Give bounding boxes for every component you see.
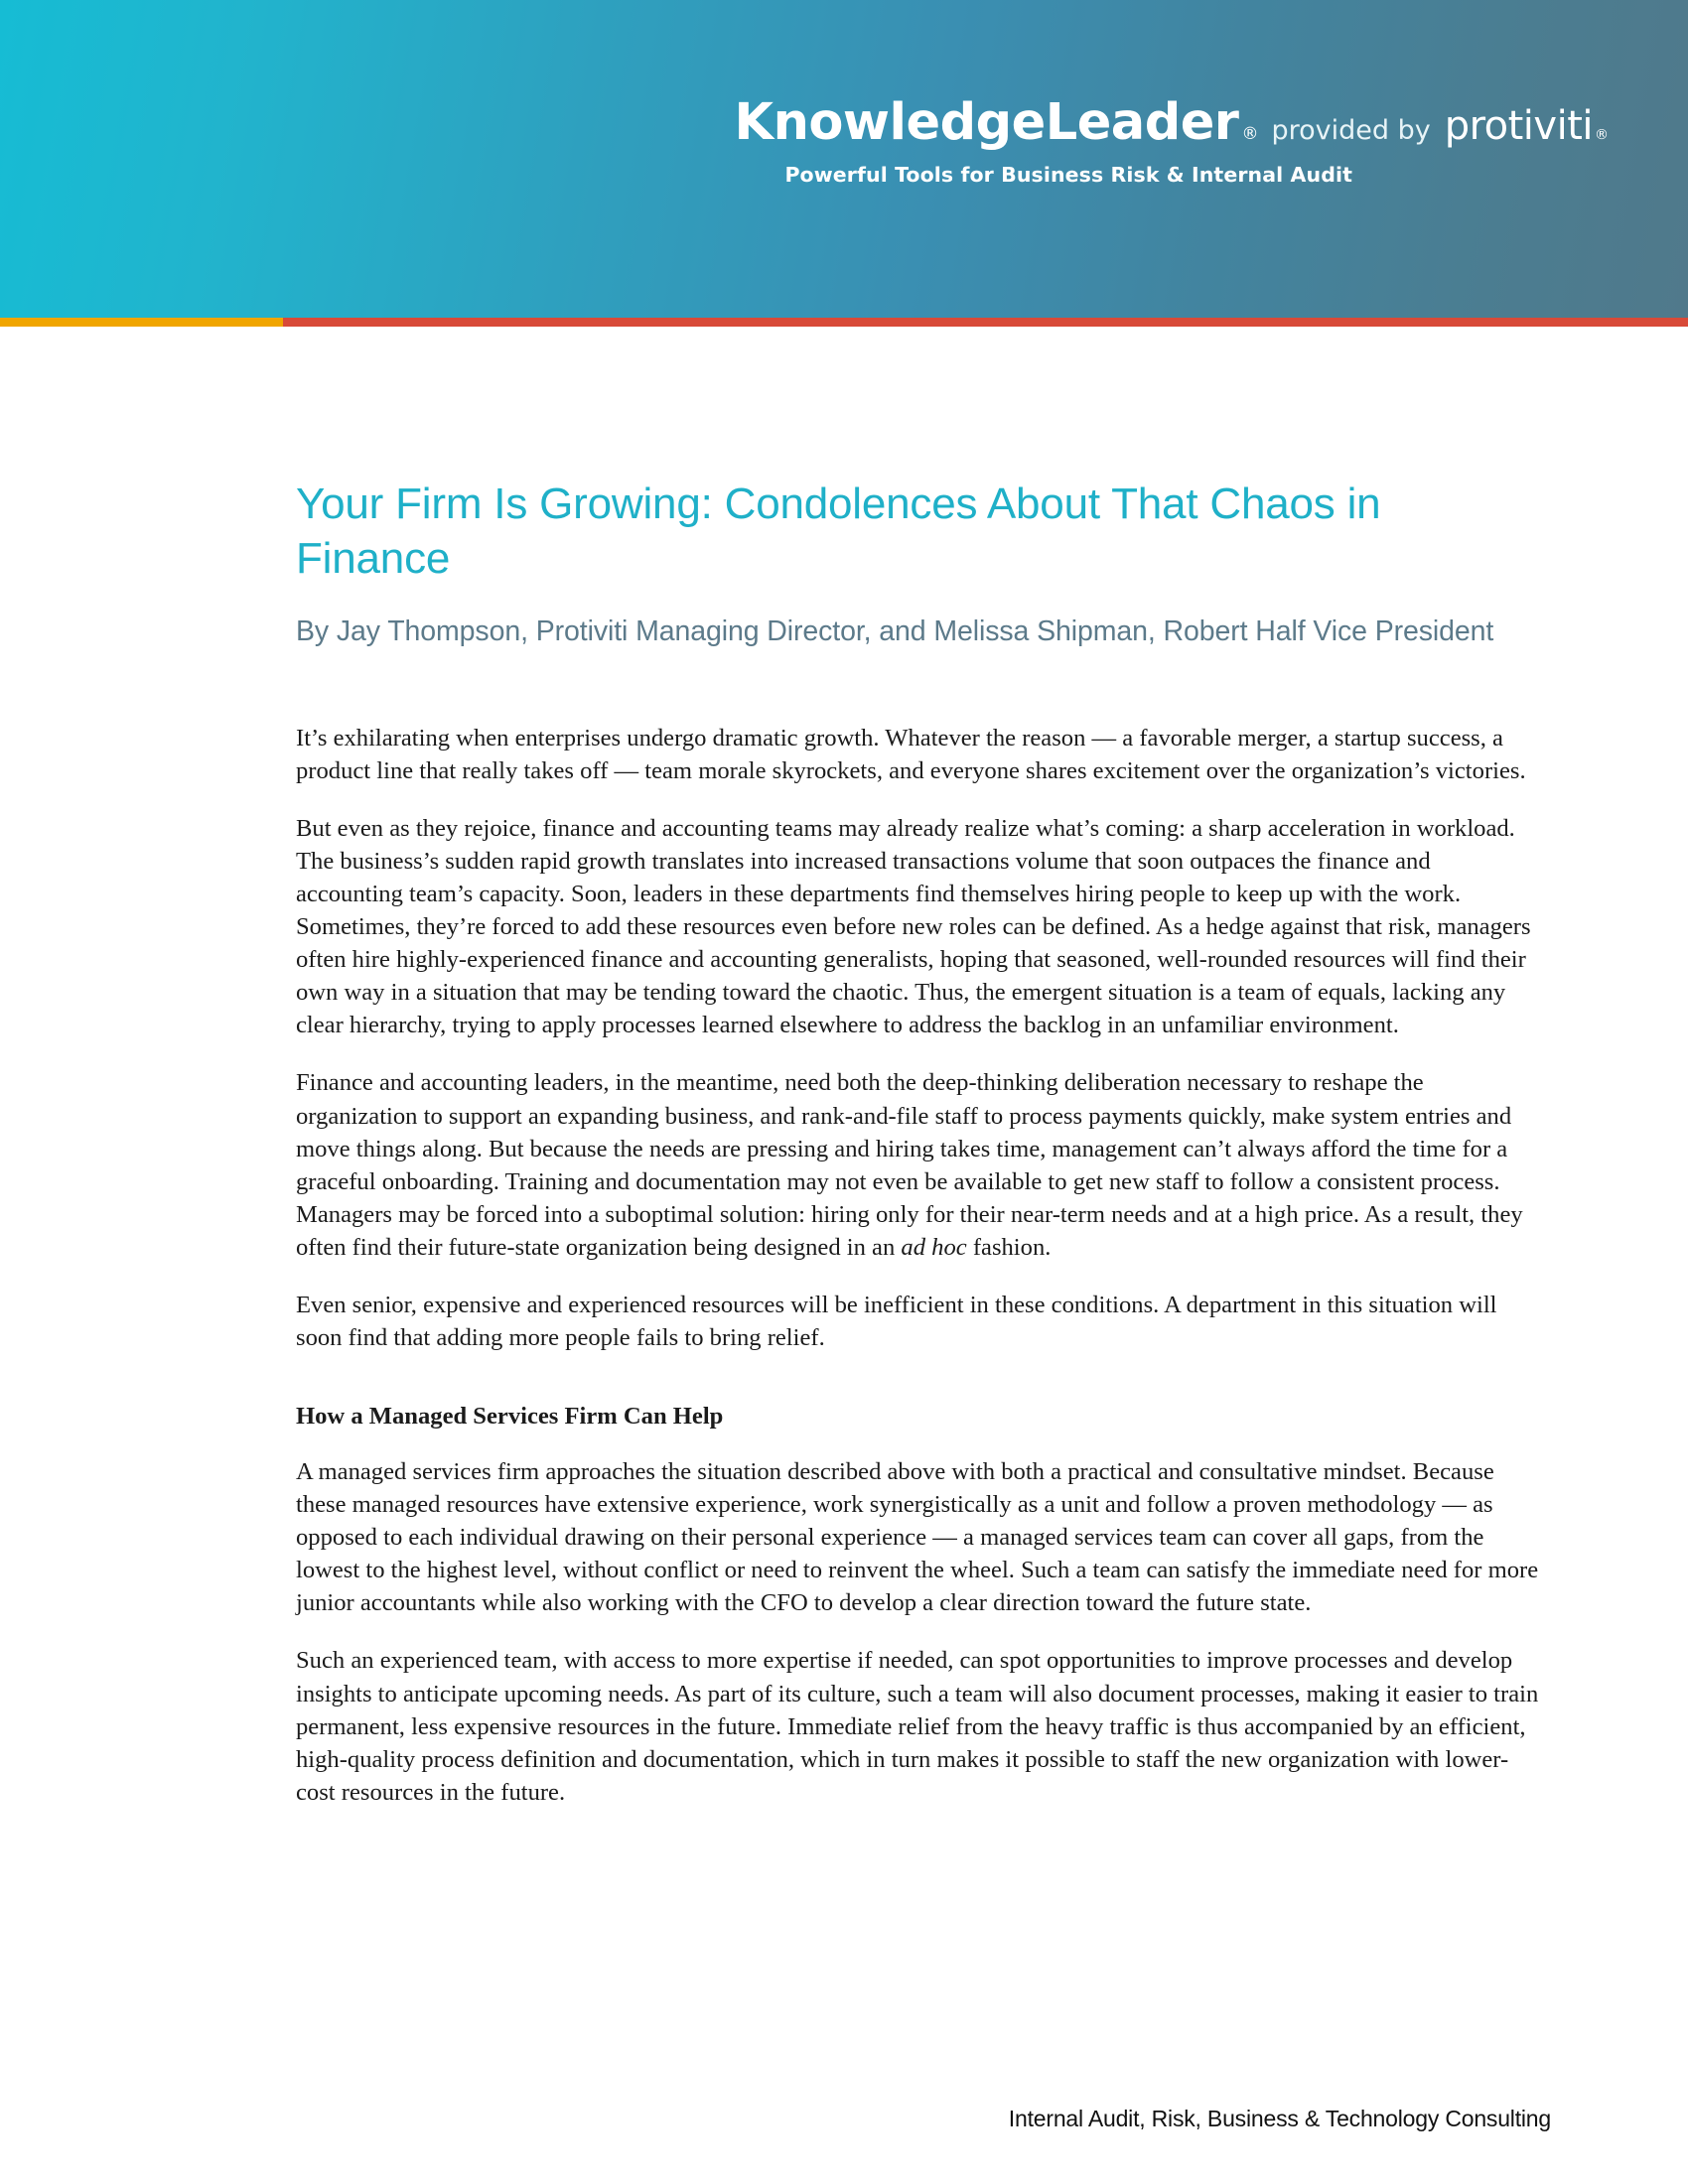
paragraph-experienced-team: Such an experienced team, with access to more expertise if needed, can spot opportunities to improve processes and develop insights to anticipate upcoming needs. As part of its culture, such a team will also document processes, making it easier to train permanent, less expensive resources in the future. Immediate relief from the heavy traffic is thus accompanied by an efficient, high-quality process definition and documentation, which in turn makes it possible to staff the new organization with lower-cost resources in the future. — [296, 1647, 1539, 1806]
registered-mark-icon: ® — [1241, 124, 1259, 144]
knowledgeleader-wordmark: KnowledgeLeader — [734, 93, 1239, 152]
brand-logo-block — [734, 93, 1609, 187]
paragraph-leaders-part2: fashion. — [966, 1233, 1052, 1261]
paragraph-leaders-italic: ad hoc — [901, 1233, 967, 1261]
paragraph-intro: It’s exhilarating when enterprises undergo dramatic growth. Whatever the reason — a favorable merger, a startup success, a product line that really takes off — team morale skyrockets, and everyone shares excitement over the organization’s victories. — [296, 724, 1526, 784]
header-rule-orange — [0, 318, 283, 327]
provided-by-label: provided by — [1271, 115, 1431, 146]
logo-row — [734, 93, 1609, 152]
paragraph-senior-resources: Even senior, expensive and experienced resources will be inefficient in these conditions. A department in this situation will soon find that adding more people fails to bring relief. — [296, 1291, 1497, 1352]
author-byline: By Jay Thompson, Protiviti Managing Director, and Melissa Shipman, Robert Half Vice President — [296, 614, 1494, 647]
footer-tagline: Internal Audit, Risk, Business & Technology Consulting — [1008, 2106, 1551, 2131]
protiviti-wordmark: protiviti — [1444, 103, 1593, 149]
section-heading-managed-services: How a Managed Services Firm Can Help — [296, 1403, 724, 1431]
paragraph-leaders-part1: Finance and accounting leaders, in the meantime, need both the deep-thinking deliberation necessary to reshape the organization to support an expanding business, and rank-and-file staff to process payments quickly, make system entries and move things along. But because the needs are pressing and hiring takes time, management can’t always afford the time for a graceful onboarding. Training and documentation may not even be available to get new staff to follow a consistent process. Managers may be forced into a suboptimal solution: hiring only for their near-term needs and at a high price. As a result, they often find their future-state organization being designed in an — [296, 1069, 1523, 1261]
brand-tagline: Powerful Tools for Business Risk & Internal Audit — [784, 163, 1352, 187]
document-body — [296, 477, 1541, 1834]
paragraph-workload: But even as they rejoice, finance and accounting teams may already realize what’s coming: a sharp acceleration in workload. The business’s sudden rapid growth translates into increased transactions volume that soon outpaces the finance and accounting team’s capacity. Soon, leaders in these departments find themselves hiring people to keep up with the work. Sometimes, they’re forced to add these resources even before new roles can be defined. As a hedge against that risk, managers often hire highly-experienced finance and accounting generalists, hoping that seasoned, well-rounded resources will find their own way in a situation that may be tending toward the chaotic. Thus, the emergent situation is a team of equals, lacking any clear hierarchy, trying to apply processes learned elsewhere to address the backlog in an unfamiliar environment. — [296, 814, 1531, 1039]
page-footer — [0, 2106, 1688, 2132]
protiviti-registered-mark-icon: ® — [1595, 127, 1609, 143]
page-title: Your Firm Is Growing: Condolences About That Chaos in Finance — [296, 479, 1381, 584]
paragraph-leaders — [296, 1066, 1541, 1263]
paragraph-managed-services-approach: A managed services firm approaches the situation described above with both a practical and consultative mindset. Because these managed resources have extensive experience, work synergistically as a unit and follow a proven methodology — as opposed to each individual drawing on their personal experience — a managed services team can cover all gaps, from the lowest to the highest level, without conflict or need to reinvent the wheel. Such a team can satisfy the immediate need for more junior accountants while also working with the CFO to develop a clear direction toward the future state. — [296, 1458, 1539, 1617]
page-header-banner — [0, 0, 1688, 318]
